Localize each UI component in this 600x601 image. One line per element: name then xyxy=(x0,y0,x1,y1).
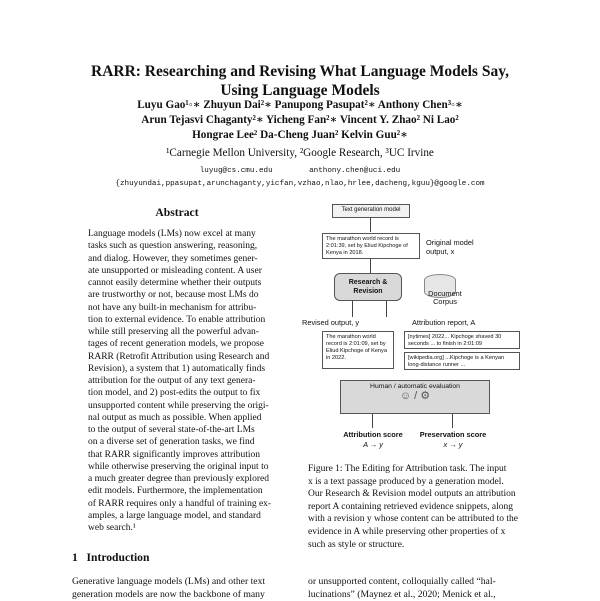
evidence-snippet-1: [nytimes] 2022... Kipchoge shaved 30 seconds ... to finish in 2:01:09 xyxy=(404,331,520,349)
abstract-line: tasks such as question answering, reasoning, xyxy=(88,241,258,252)
abstract-line: unsupported content while preserving the origi- xyxy=(88,400,269,411)
abstract-line: to the output of several state-of-the-art LMs xyxy=(88,425,255,435)
caption-line: report A containing retrieved evidence snippets, along xyxy=(308,501,513,512)
abstract-line: and dialog. However, they sometimes gener- xyxy=(88,253,258,264)
arrow-to-preservation-score xyxy=(452,414,453,428)
abstract-line: not have any built-in mechanism for attribu- xyxy=(88,302,257,313)
abstract-line: nal output as much as possible. When applied xyxy=(88,412,262,423)
author-list xyxy=(0,98,600,143)
text-generation-model-box: Text generation model xyxy=(332,204,410,218)
abstract-line: of RARR requires only a handful of training ex- xyxy=(88,498,272,509)
intro-line: generation models are now the backbone of many xyxy=(72,589,265,600)
abstract-heading: Abstract xyxy=(155,206,199,219)
evaluation-icons: ☺ / ⚙ xyxy=(399,390,431,402)
title-line-2: Using Language Models xyxy=(220,82,380,99)
email-line-1: luyug@cs.cmu.edu anthony.chen@uci.edu xyxy=(199,167,401,175)
abstract-body xyxy=(88,228,280,534)
abstract-line: Language models (LMs) now excel at many xyxy=(88,229,256,239)
abstract-line: while still preserving all the powerful advan- xyxy=(88,327,259,337)
figure-caption xyxy=(308,463,530,551)
introduction-text xyxy=(72,575,294,601)
original-output-box: The marathon world record is 2:01:39, set by Eliud Kipchoge of Kenya in 2018. xyxy=(322,233,420,259)
caption-line: with a revision y whose content can be attributed to the xyxy=(308,514,518,525)
paper-title xyxy=(0,62,600,100)
attribution-score-sub: A → y xyxy=(363,440,383,449)
arrow-to-attribution-score xyxy=(372,414,373,428)
preservation-score-label: Preservation score xyxy=(419,430,487,439)
evidence-snippet-2: [wikipedia.org] ...Kipchoge is a Kenyan long-distance runner ... xyxy=(404,352,520,370)
caption-line: such as style or structure. xyxy=(308,539,405,550)
research-revision-box: Research & Revision xyxy=(334,273,402,301)
abstract-line: on a diverse set of generation tasks, we find xyxy=(88,437,255,448)
original-output-label: Original model output, x xyxy=(426,238,474,256)
caption-line: evidence in A while preserving other properties of x xyxy=(308,526,506,537)
right-column-line: or unsupported content, colloquially called “hal- xyxy=(308,576,496,587)
abstract-line: a much greater degree than previously explored xyxy=(88,474,269,484)
email-line-2: {zhuyundai,ppasupat,arunchaganty,yicfan,vzhao,nlao,hrlee,dacheng,kguu}@google.com xyxy=(115,180,485,188)
document-corpus-label: Document Corpus xyxy=(428,289,462,306)
section-heading: 1 Introduction xyxy=(72,551,150,564)
figure-1 xyxy=(300,200,540,460)
abstract-line: edit models. Furthermore, the implementation xyxy=(88,486,263,497)
arrow-to-attribution xyxy=(386,301,387,317)
caption-line: x is a text passage produced by a generation model. xyxy=(308,476,504,487)
abstract-line: web search.¹ xyxy=(88,523,136,533)
caption-line: Our Research & Revision model outputs an attribution xyxy=(308,489,516,500)
author-row-1: Luyu Gao¹◦∗ Zhuyun Dai²∗ Panupong Pasupat²∗ Anthony Chen³◦∗ xyxy=(137,99,463,111)
arrow-down-2 xyxy=(370,259,371,273)
right-column-text xyxy=(308,575,530,601)
intro-line: Generative language models (LMs) and other text xyxy=(72,576,266,587)
abstract-line: ate unsupported or misleading content. A user xyxy=(88,265,262,276)
author-row-2: Arun Tejasvi Chaganty²∗ Yicheng Fan²∗ Vincent Y. Zhao² Ni Lao² xyxy=(141,114,459,126)
preservation-score-sub: x → y xyxy=(443,440,463,449)
arrow-down-1 xyxy=(370,218,371,232)
revised-output-label: Revised output, y xyxy=(302,318,360,327)
revised-output-box: The marathon world record is 2:01:09, set by Eliud Kipchoge of Kenya in 2022. xyxy=(322,331,394,369)
abstract-line: RARR (Retrofit Attribution using Research and xyxy=(88,351,270,362)
abstract-line: Revision), a system that 1) automatically finds xyxy=(88,363,266,374)
abstract-line: tion to external evidence. To enable attribution xyxy=(88,314,266,325)
abstract-line: amples, a large language model, and standard xyxy=(88,510,261,521)
author-row-3: Hongrae Lee² Da-Cheng Juan² Kelvin Guu²∗ xyxy=(192,129,408,141)
arrow-to-revised xyxy=(352,301,353,317)
abstract-line: cannot easily determine whether their outputs xyxy=(88,278,262,288)
abstract-line: are trustworthy or not, because most LMs do xyxy=(88,290,259,301)
attribution-report-label: Attribution report, A xyxy=(412,318,476,327)
right-column-line: lucinations” (Maynez et al., 2020; Menick et al., xyxy=(308,589,496,600)
abstract-line: while otherwise preserving the original input to xyxy=(88,461,269,472)
abstract-line: tages of recent generation models, we propose xyxy=(88,339,264,350)
title-line-1: RARR: Researching and Revising What Language Models Say, xyxy=(91,63,509,80)
affiliations: ¹Carnegie Mellon University, ²Google Research, ³UC Irvine xyxy=(166,147,434,159)
evaluation-box xyxy=(340,380,490,414)
caption-line: Figure 1: The Editing for Attribution task. The input xyxy=(308,464,507,474)
evaluation-label: Human / automatic evaluation xyxy=(370,383,460,390)
abstract-line: that RARR significantly improves attribution xyxy=(88,449,261,460)
abstract-line: tion model, and 2) post-edits the output to fix xyxy=(88,388,261,399)
attribution-score-label: Attribution score xyxy=(343,430,403,439)
abstract-line: attribution for the output of any text genera- xyxy=(88,376,256,386)
